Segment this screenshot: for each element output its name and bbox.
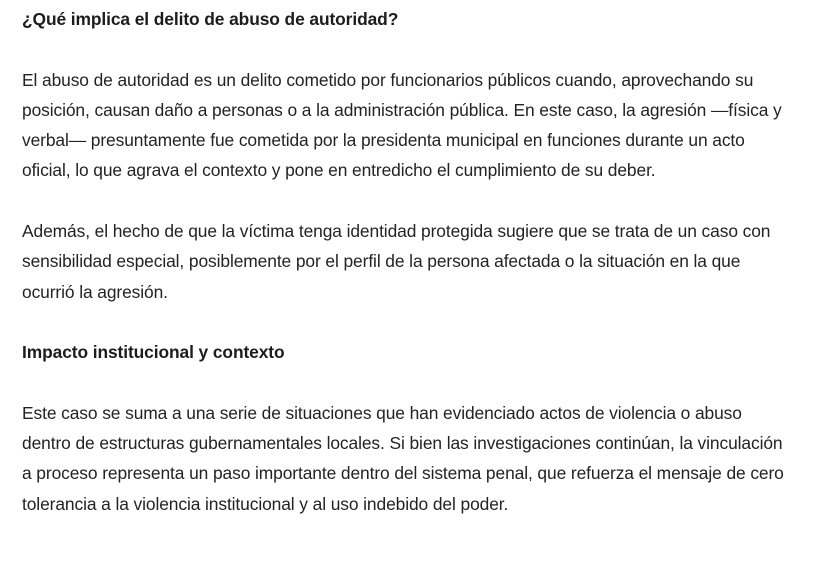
paragraph-definicion: El abuso de autoridad es un delito cometido por funcionarios públicos cuando, aprovechando su posición, causan daño a personas o a la administración pública. En este caso, la agresión —física y verbal— presuntamente fue cometida por la presidenta municipal en funciones durante un acto oficial, lo que agrava el contexto y pone en entredicho el cumplimiento de su deber. [22, 69, 782, 181]
section-heading-abuso-autoridad: ¿Qué implica el delito de abuso de autoridad? [22, 9, 399, 29]
spacer [22, 34, 793, 64]
spacer [22, 186, 793, 216]
paragraph-identidad-protegida: Además, el hecho de que la víctima tenga identidad protegida sugiere que se trata de un caso con sensibilidad especial, posiblemente por el perfil de la persona afectada o la situación en la que ocurrió la agresión. [22, 221, 771, 302]
paragraph-impacto-institucional: Este caso se suma a una serie de situaciones que han evidenciado actos de violencia o abuso dentro de estructuras gubernamentales locales. Si bien las investigaciones continúan, la vinculación a proceso representa un paso importante dentro del sistema penal, que refuerza el mensaje de cero tolerancia a la violencia institucional y al uso indebido del poder. [22, 402, 784, 514]
section-heading-impacto: Impacto institucional y contexto [22, 342, 285, 363]
spacer [22, 368, 793, 398]
spacer [22, 307, 793, 337]
